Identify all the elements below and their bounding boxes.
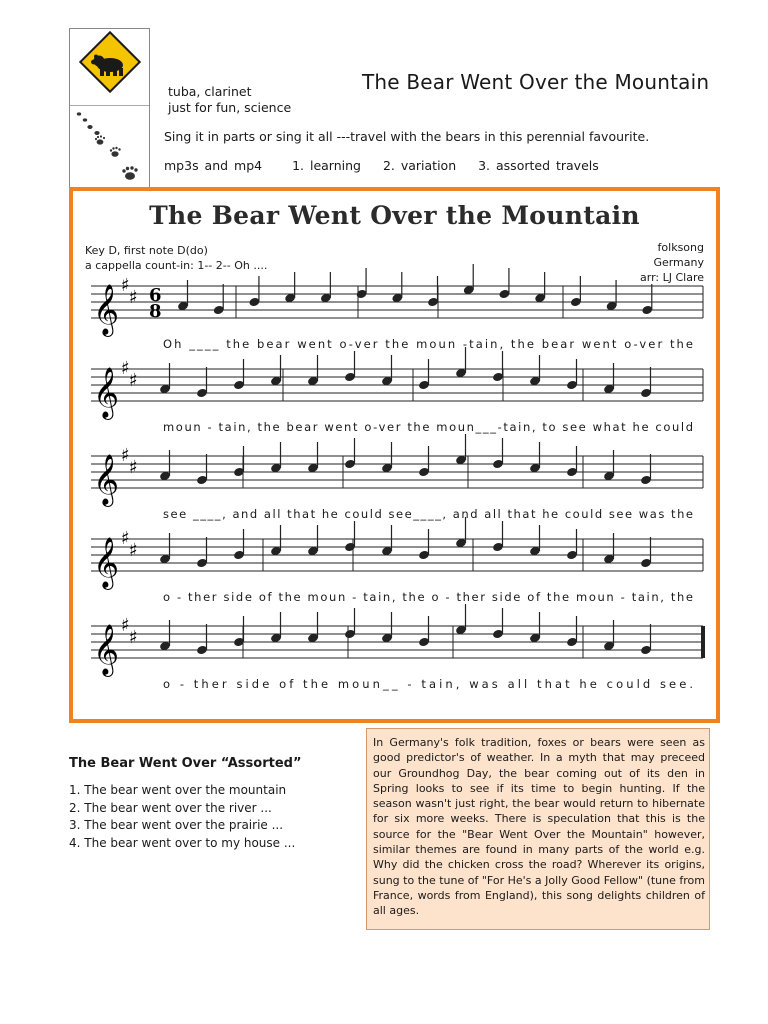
arranger-label: arr: LJ Clare [640, 271, 704, 284]
assorted-heading: The Bear Went Over “Assorted” [69, 756, 302, 771]
sheet-music-score [69, 187, 720, 723]
music-staves [73, 191, 716, 719]
media-link-learning[interactable]: 1. learning [292, 158, 361, 173]
media-label: mp3s and mp4 [164, 158, 263, 173]
sharp-icon: ♯ [129, 457, 138, 478]
countin-line: a cappella count-in: 1-- 2-- Oh .... [85, 259, 268, 272]
list-item: 1. The bear went over the mountain [69, 783, 287, 797]
treble-clef-icon: 𝄞 [93, 367, 120, 418]
score-title: The Bear Went Over the Mountain [149, 201, 640, 230]
time-signature: 6 [149, 285, 162, 306]
staff-system [91, 434, 703, 521]
staff-system [91, 517, 703, 604]
history-note-text: In Germany's folk tradition, foxes or bears were seen as good predictor's of weather. In a myth that may preceed our Groundhog Day, the bear coming out of its den in Spring looks to see if its time to begin hunting. If the season wasn't just right, the bear would return to hibernate for six more weeks. There is speculation that this is the source for the "Bear Went Over the Mountain" however, similar themes are found in many parts of the world e.g. Why did the chicken cross the road? Wherever its origins, sung to the tune of "For He's a Jolly Good Fellow" (tune from France, words from England), this song delights children of all ages. [373, 736, 705, 918]
lyrics-line: Oh ____ the bear went o-ver the moun -tain, the bear went o-ver the [163, 337, 694, 351]
sharp-icon: ♯ [121, 528, 130, 549]
media-link-variation[interactable]: 2. variation [382, 158, 457, 173]
tagline: Sing it in parts or sing it all ---travel with the bears in this perennial favourite. [164, 129, 650, 144]
origin-label: Germany [653, 256, 704, 269]
treble-clef-icon: 𝄞 [93, 537, 120, 588]
time-signature: 8 [149, 301, 162, 322]
paw-prints-icon [70, 105, 149, 188]
sharp-icon: ♯ [129, 627, 138, 648]
staff-system [91, 264, 703, 351]
bear-crossing-sign-icon [70, 29, 149, 105]
sharp-icon: ♯ [121, 615, 130, 636]
lyrics-line: o - ther side of the moun - tain, the o - ther side of the moun - tain, the [163, 590, 693, 604]
bear-icon-box [69, 28, 150, 188]
media-row [164, 158, 599, 173]
sharp-icon: ♯ [129, 287, 138, 308]
list-item: 2. The bear went over the river ... [69, 800, 272, 815]
purpose-line: just for fun, science [168, 100, 292, 115]
sharp-icon: ♯ [121, 445, 130, 466]
sharp-icon: ♯ [121, 275, 130, 296]
staff-system [91, 604, 703, 691]
sharp-icon: ♯ [129, 540, 138, 561]
media-link-assorted-travels[interactable]: 3. assorted travels [478, 158, 599, 173]
assorted-list [69, 782, 295, 852]
staff-system [91, 347, 703, 434]
list-item: 3. The bear went over the prairie ... [69, 818, 284, 832]
treble-clef-icon: 𝄞 [93, 284, 120, 335]
history-note-box [366, 728, 710, 930]
genre-label: folksong [657, 241, 704, 254]
treble-clef-icon: 𝄞 [93, 624, 120, 675]
treble-clef-icon: 𝄞 [93, 454, 120, 505]
lyrics-line: see ____, and all that he could see____, and all that he could see was the [163, 507, 693, 521]
lyrics-line: o - ther side of the moun__ - tain, was all that he could see. [163, 677, 693, 691]
page-title: The Bear Went Over the Mountain [362, 70, 710, 94]
key-line: Key D, first note D(do) [85, 244, 208, 257]
sharp-icon: ♯ [129, 370, 138, 391]
sharp-icon: ♯ [121, 358, 130, 379]
list-item: 4. The bear went over to my house ... [69, 835, 296, 850]
instruments-line: tuba, clarinet [168, 84, 252, 99]
lyrics-line: moun - tain, the bear went o-ver the moun___-tain, to see what he could [163, 420, 694, 434]
